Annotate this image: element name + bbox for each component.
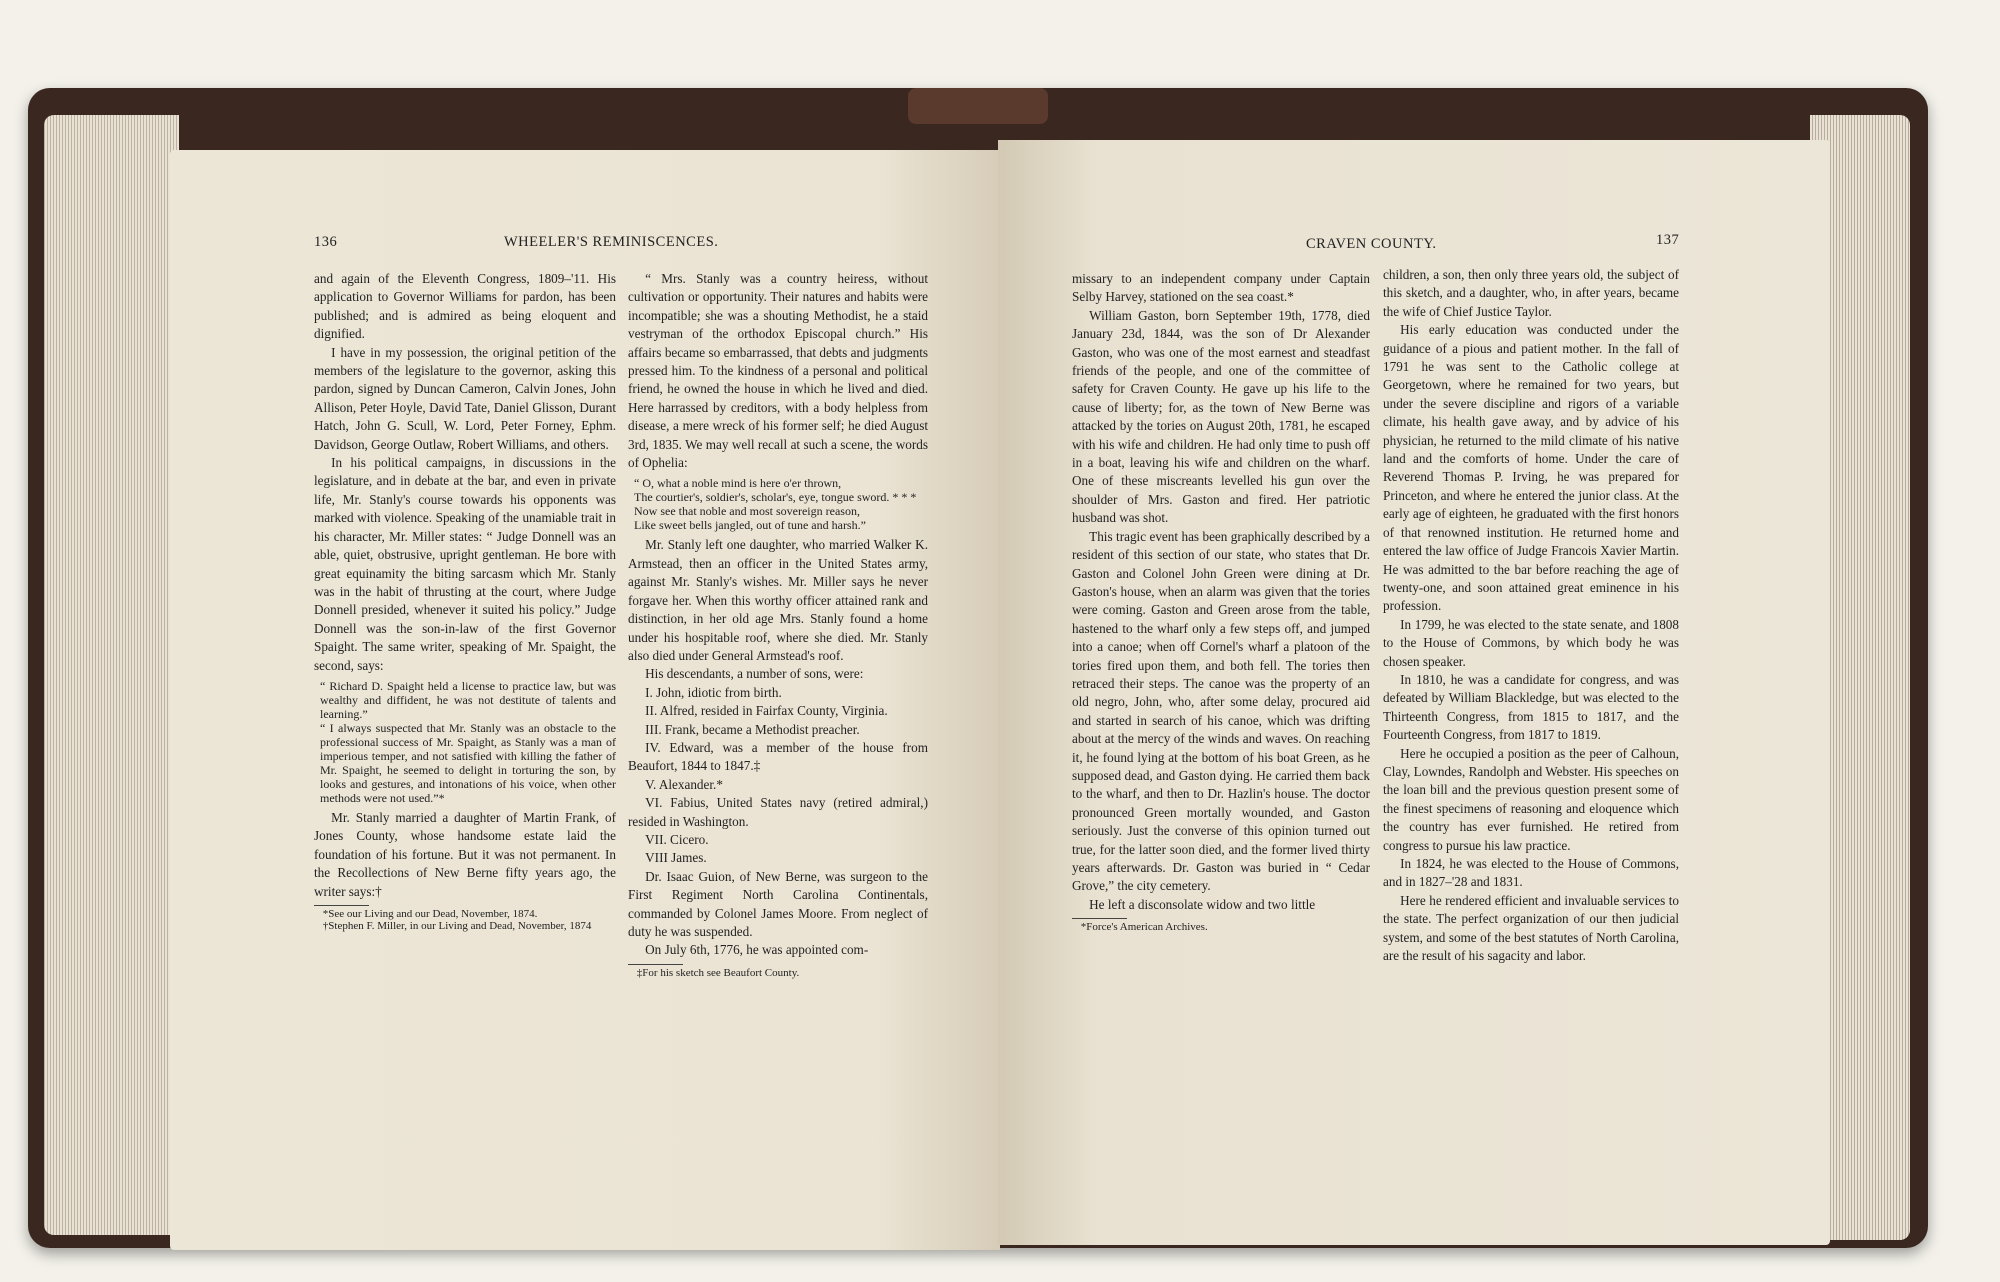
- column-text: [1383, 266, 1679, 965]
- column-text: [314, 270, 616, 675]
- paragraph: His descendants, a number of sons, were:: [645, 666, 864, 682]
- paragraph: I have in my possession, the original petition of the members of the legislature to the governor, asking this pardon, signed by Duncan Cameron, Calvin Jones, John Allison, Peter Hoyle, David Tate, Daniel Glisson, Durant Hatch, John G. Scull, W. Lord, Peter Forney, Ephm. Davidson, George Outlaw, Robert Williams, and others.: [314, 344, 616, 452]
- right-column-2: [1383, 266, 1679, 965]
- left-column-1: [314, 270, 616, 933]
- running-head: CRAVEN COUNTY.: [1306, 236, 1437, 252]
- paragraph: ‡For his sketch see Beaufort County.: [636, 966, 800, 979]
- column-text: [628, 536, 928, 959]
- paragraph: VIII James.: [645, 850, 707, 866]
- paragraph: William Gaston, born September 19th, 1778, died January 23d, 1844, was the son of Dr Alexander Gaston, who was one of the most earnest and steadfast friends of the people, and one of the committee of safety for Craven County. He gave up his life to the cause of liberty; for, as the town of New Berne was attacked by the tories on August 20th, 1781, he escaped with his wife and children. He had only time to push off in a boat, leaving his wife and children on the wharf. One of these miscreants levelled his gun over the shoulder of Mrs. Gaston and fired. Her patriotic husband was shot.: [1072, 307, 1370, 526]
- paragraph: *See our Living and our Dead, November, 1874.: [322, 907, 538, 920]
- paragraph: *Force's American Archives.: [1080, 921, 1208, 934]
- book-spine: [908, 88, 1048, 124]
- page-number: 136: [314, 234, 338, 250]
- paragraph: He left a disconsolate widow and two little: [1089, 896, 1316, 912]
- right-page: [998, 140, 1830, 1245]
- paragraph: IV. Edward, was a member of the house from Beaufort, 1844 to 1847.‡: [628, 739, 928, 774]
- footnotes: [1072, 921, 1370, 934]
- column-text: [314, 809, 616, 901]
- paragraph: missary to an independent company under Captain Selby Harvey, stationed on the sea coast.*: [1072, 271, 1370, 305]
- paragraph: III. Frank, became a Methodist preacher.: [645, 721, 860, 737]
- paragraph: children, a son, then only three years old, the subject of this sketch, and a daughter, who, in after years, became the wife of Chief Justice Taylor.: [1383, 267, 1679, 319]
- paragraph: and again of the Eleventh Congress, 1809–'11. His application to Governor Williams for pardon, has been published; and is admired as being eloquent and dignified.: [314, 271, 616, 342]
- left-page-edges: [44, 115, 179, 1235]
- paragraph: Mr. Stanly left one daughter, who married Walker K. Armstead, then an officer in the United States army, against Mr. Stanly's wishes. Mr. Miller says he never forgave her. When this worthy officer attained rank and distinction, in her old age Mrs. Stanly found a home under his hospitable roof, where she died. Mr. Stanly also died under General Armstead's roof.: [628, 537, 928, 663]
- paragraph: “ Mrs. Stanly was a country heiress, without cultivation or opportunity. Their natures and habits were incompatible; she was a shouting Methodist, he a staid vestryman of the orthodox Episcopal church.” His affairs became so embarrassed, that debts and judgments pressed him. To the kindness of a personal and political friend, he owned the house in which he lived and died. Here harrassed by creditors, with a body helpless from disease, a mere wreck of his former self; he died August 3rd, 1835. We may well recall at such a scene, the words of Ophelia:: [628, 271, 928, 471]
- paragraph: His early education was conducted under the guidance of a pious and patient mother. In the fall of 1791 he was sent to the Catholic college at Georgetown, where he remained for two years, but under the severe discipline and rigors of a variable climate, his health gave away, and by advice of his physician, he returned to the mild climate of his native land and the comforts of home. Under the care of Reverend Thomas P. Irving, he was prepared for Princeton, and where he entered the junior class. At the early age of eighteen, he graduated with the first honors of that renowned institution. He returned home and entered the law office of Judge Francois Xavier Martin. He was admitted to the bar before reaching the age of twenty-one, and soon attained great eminence in his profession.: [1383, 322, 1679, 614]
- paragraph: On July 6th, 1776, he was appointed com-: [645, 942, 869, 958]
- paragraph: In his political campaigns, in discussions in the legislature, and in debate at the bar, and even in private life, Mr. Stanly's course towards his opponents was marked with violence. Speaking of the unamiable trait in his character, Mr. Miller states: “ Judge Donnell was an able, quiet, obstrusive, upright gentleman. He bore with great equinamity the biting sarcasm which Mr. Stanly was in the habit of thrusting at the court, where Judge Donnell presided, whenever it suited his policy.” Judge Donnell was the son-in-law of the first Governor Spaight. The same writer, speaking of Mr. Spaight, the second, says:: [314, 455, 616, 673]
- paragraph: Now see that noble and most sovereign reason,: [634, 504, 860, 519]
- footnotes: [628, 967, 928, 980]
- paragraph: I. John, idiotic from birth.: [645, 684, 782, 700]
- paragraph: Mr. Stanly married a daughter of Martin Frank, of Jones County, whose handsome estate laid the foundation of his fortune. But it was not permanent. In the Recollections of New Berne fifty years ago, the writer says:†: [314, 809, 616, 899]
- paragraph: Like sweet bells jangled, out of tune and harsh.”: [634, 518, 866, 533]
- left-column-2: [628, 270, 928, 979]
- paragraph: The courtier's, soldier's, scholar's, eye, tongue sword. * * *: [634, 490, 917, 505]
- paragraph: “ O, what a noble mind is here o'er thrown,: [634, 476, 842, 491]
- footnote-rule: [314, 905, 369, 906]
- paragraph: “ I always suspected that Mr. Stanly was an obstacle to the professional success of Mr. Spaight, as Stanly was a man of imperious temper, and not satisfied with killing the father of Mr. Spaight, he seemed to delight in torturing the son, by looks and gestures, and intonations of his voice, when other methods were not used.”*: [320, 720, 616, 805]
- paragraph: Dr. Isaac Guion, of New Berne, was surgeon to the First Regiment North Carolina Continentals, commanded by Colonel James Moore. From neglect of duty he was suspended.: [628, 868, 928, 939]
- block-quote: [634, 476, 928, 532]
- footnote-rule: [628, 964, 683, 965]
- paragraph: In 1810, he was a candidate for congress, and was defeated by William Blackledge, but was elected to the Thirteenth Congress, from 1815 to 1817, and the Fourteenth Congress, from 1817 to 1819.: [1383, 671, 1679, 743]
- paragraph: VI. Fabius, United States navy (retired admiral,) resided in Washington.: [628, 795, 928, 829]
- paragraph: In 1824, he was elected to the House of Commons, and in 1827–'28 and 1831.: [1383, 856, 1679, 890]
- paragraph: This tragic event has been graphically described by a resident of this section of our state, who states that Dr. Gaston and Colonel John Green were dining at Dr. Gaston's house, when an alarm was given that the tories were coming. Gaston and Green arose from the table, hastened to the wharf only a few steps off, and jumped into a canoe; when off Cornel's wharf a platoon of the tories fired upon them, and both fell. The tories then retraced their steps. The canoe was the property of an old negro, John, who, after some delay, procured aid and started in search of his canoe, which was drifting about at the mercy of the winds and waves. On reaching it, he found lying at the bottom of his boat Green, as he supposed dead, and Gaston dying. He carried them back to the wharf, and then to Dr. Hazlin's house. The doctor pronounced Green mortally wounded, and Gaston seriously. Just the converse of this opinion turned out true, for the latter soon died, and the former lived thirty years afterwards. Dr. Gaston was buried in “ Cedar Grove,” the city cemetery.: [1072, 528, 1370, 894]
- paragraph: Here he occupied a position as the peer of Calhoun, Clay, Lowndes, Randolph and Webster. His speeches on the loan bill and the previous question present some of the finest specimens of reasoning and eloquence which the country has ever furnished. He retired from congress to pursue his law practice.: [1383, 745, 1679, 853]
- column-text: [1072, 270, 1370, 914]
- paragraph: Here he rendered efficient and invaluable services to the state. The perfect organization of our then judicial system, and some of the best statutes of North Carolina, are the result of his sagacity and labor.: [1383, 892, 1679, 964]
- footnote-rule: [1072, 918, 1127, 919]
- left-page: [170, 150, 1000, 1250]
- paragraph: “ Richard D. Spaight held a license to practice law, but was wealthy and diffident, he was not destitute of talents and learning.”: [320, 678, 616, 721]
- paragraph: II. Alfred, resided in Fairfax County, Virginia.: [645, 703, 888, 719]
- paragraph: †Stephen F. Miller, in our Living and Dead, November, 1874: [322, 920, 592, 933]
- column-text: [628, 270, 928, 472]
- footnotes: [314, 908, 616, 933]
- paragraph: In 1799, he was elected to the state senate, and 1808 to the House of Commons, by which body he was chosen speaker.: [1383, 616, 1679, 669]
- paragraph: V. Alexander.*: [645, 776, 723, 792]
- paragraph: VII. Cicero.: [645, 831, 709, 847]
- right-column-1: [1072, 270, 1370, 934]
- block-quote: [320, 679, 616, 805]
- running-head: WHEELER'S REMINISCENCES.: [504, 234, 719, 250]
- page-number: 137: [1656, 232, 1680, 248]
